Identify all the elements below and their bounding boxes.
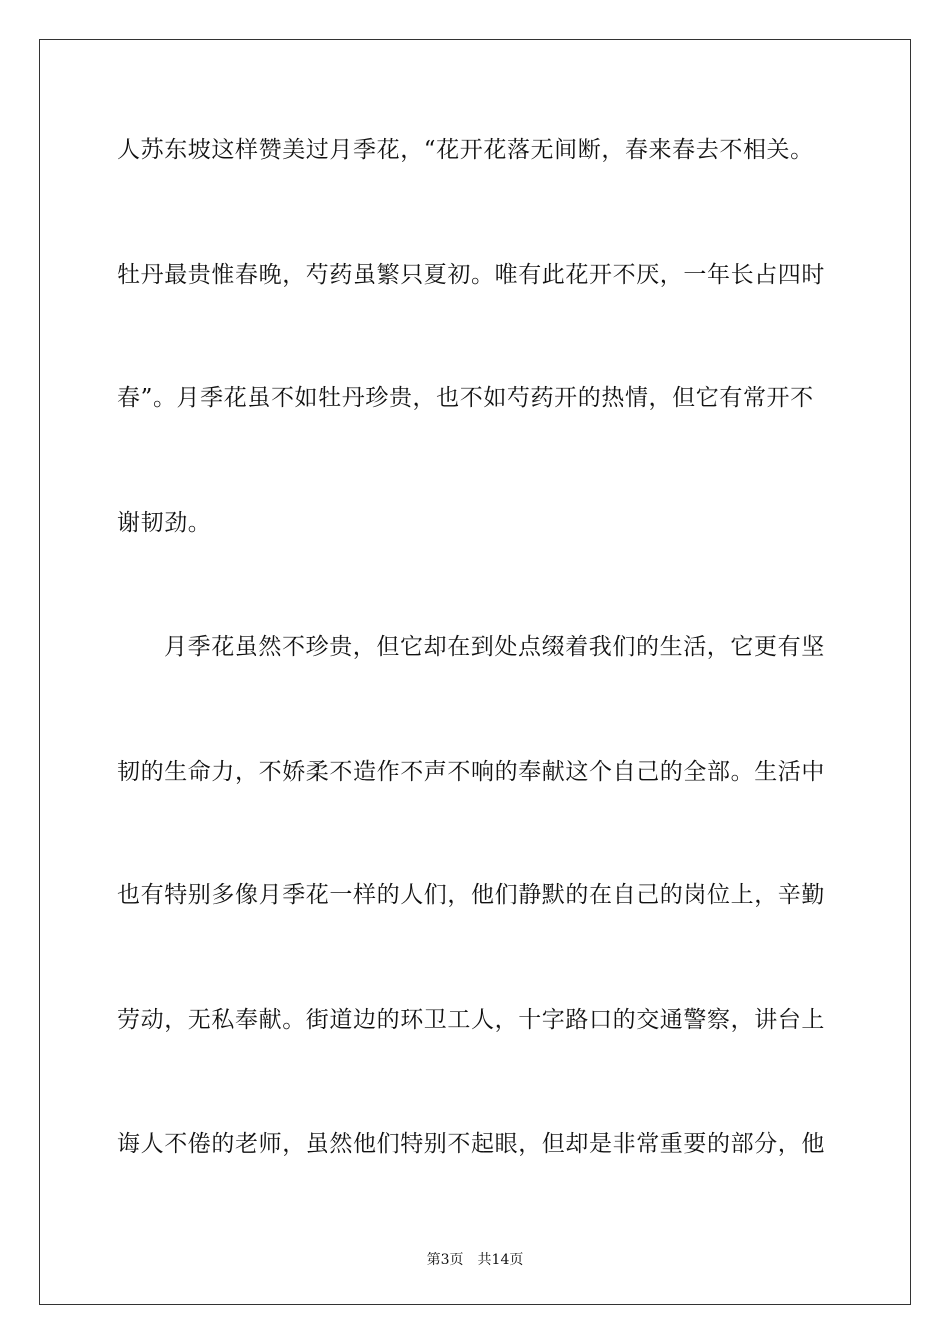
paragraph-line: 韧的生命力，不娇柔不造作不声不响的奉献这个自己的全部。生活中: [117, 759, 825, 785]
paragraph-line: 也有特别多像月季花一样的人们，他们静默的在自己的岗位上，辛勤: [117, 882, 825, 908]
paragraph-line: 劳动，无私奉献。街道边的环卫工人，十字路口的交通警察，讲台上: [117, 1007, 825, 1033]
paragraph-line: 人苏东坡这样赞美过月季花，“花开花落无间断，春来春去不相关。: [117, 137, 814, 163]
paragraph-line: 春”。月季花虽不如牡丹珍贵，也不如芍药开的热情，但它有常开不: [117, 385, 814, 411]
total-pages-label: 共14页: [477, 1252, 524, 1268]
paragraph-line: 牡丹最贵惟春晚，芍药虽繁只夏初。唯有此花开不厌，一年长占四时: [117, 262, 825, 288]
paragraph-first-line: 月季花虽然不珍贵，但它却在到处点缀着我们的生活，它更有坚: [164, 634, 825, 660]
current-page-label: 第3页: [426, 1252, 464, 1268]
page-border: [39, 39, 911, 1305]
page-footer: [0, 1251, 950, 1269]
paragraph-line: 诲人不倦的老师，虽然他们特别不起眼，但却是非常重要的部分，他: [117, 1131, 825, 1157]
paragraph-line: 谢韧劲。: [117, 510, 212, 536]
